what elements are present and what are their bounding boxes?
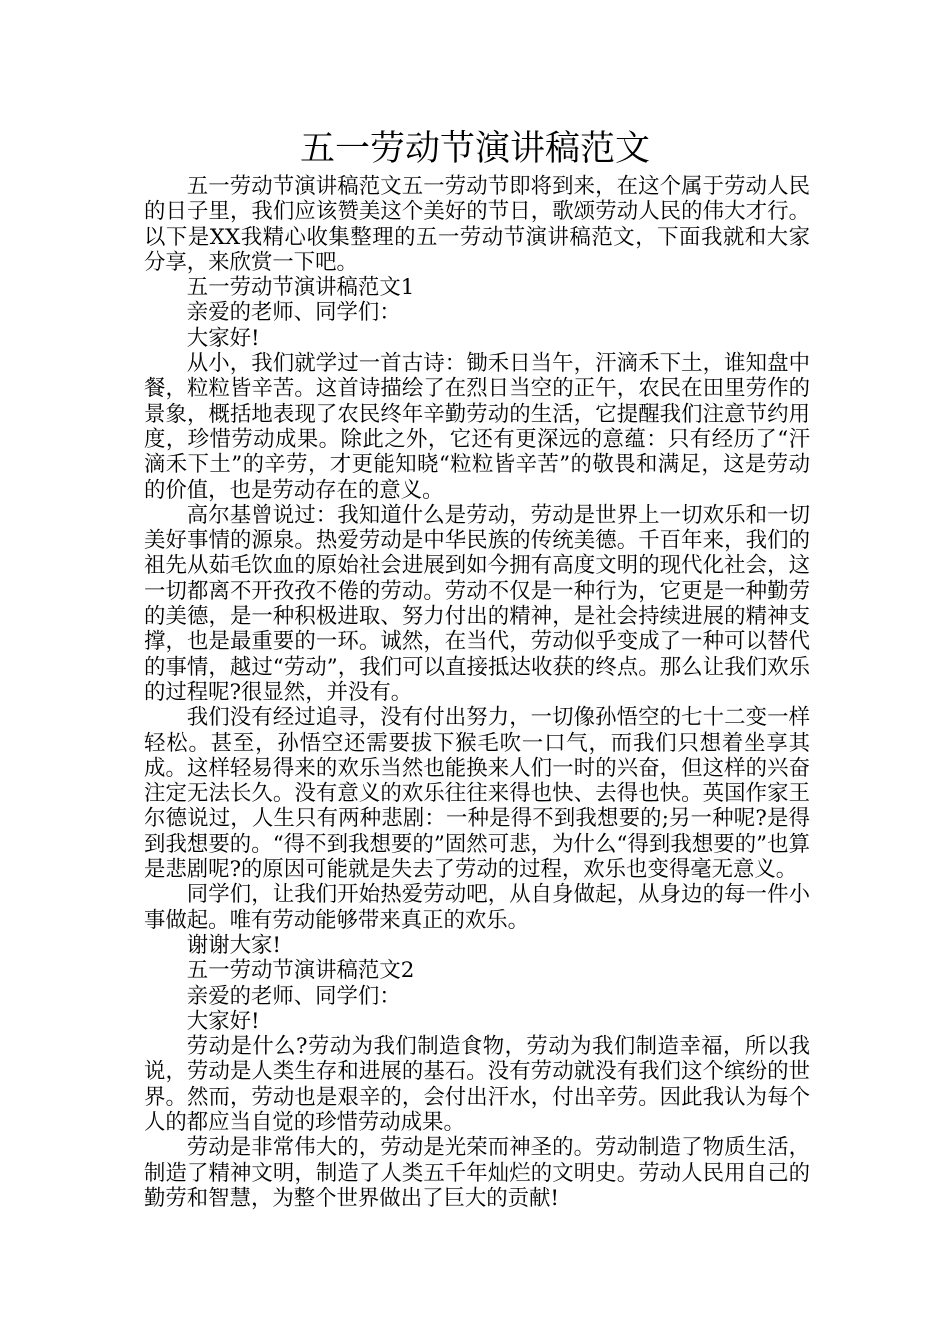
body-paragraph: 同学们，让我们开始热爱劳动吧，从自身做起，从身边的每一件小事做起。唯有劳动能够带来真正的欢乐。 <box>144 882 810 933</box>
salutation: 亲爱的老师、同学们： <box>186 983 401 1009</box>
body-paragraph: 我们没有经过追寻，没有付出努力，一切像孙悟空的七十二变一样轻松。甚至，孙悟空还需要拔下猴毛吹一口气，而我们只想着坐享其成。这样轻易得来的欢乐当然也能换来人们一时的兴奋，但这样的兴奋注定无法长久。没有意义的欢乐往往来得也快、去得也快。英国作家王尔德说过，人生只有两种悲剧：一种是得不到我想要的;另一种呢?是得到我想要的。“得不到我想要的”固然可悲，为什么“得到我想要的”也算是悲剧呢?的原因可能就是失去了劳动的过程，欢乐也变得毫无意义。 <box>144 705 810 883</box>
salutation: 亲爱的老师、同学们： <box>186 300 401 326</box>
body-paragraph: 从小，我们就学过一首古诗：锄禾日当午，汗滴禾下土，谁知盘中餐，粒粒皆辛苦。这首诗描绘了在烈日当空的正午，农民在田里劳作的景象，概括地表现了农民终年辛勤劳动的生活，它提醒我们注意节约用度，珍惜劳动成果。除此之外，它还有更深远的意蕴：只有经历了“汗滴禾下土”的辛劳，才更能知晓“粒粒皆辛苦”的敬畏和满足，这是劳动的价值，也是劳动存在的意义。 <box>144 351 810 503</box>
body-paragraph: 劳动是非常伟大的，劳动是光荣而神圣的。劳动制造了物质生活，制造了精神文明，制造了人类五千年灿烂的文明史。劳动人民用自己的勤劳和智慧，为整个世界做出了巨大的贡献! <box>144 1135 810 1211</box>
section-heading-2: 五一劳动节演讲稿范文2 <box>186 958 415 984</box>
intro-paragraph: 五一劳动节演讲稿范文五一劳动节即将到来，在这个属于劳动人民的日子里，我们应该赞美这个美好的节日，歌颂劳动人民的伟大才行。以下是XX我精心收集整理的五一劳动节演讲稿范文，下面我就和大家分享，来欣赏一下吧。 <box>144 174 810 275</box>
document-title: 五一劳动节演讲稿范文 <box>299 129 650 169</box>
body-paragraph: 高尔基曾说过：我知道什么是劳动，劳动是世界上一切欢乐和一切美好事情的源泉。热爱劳动是中华民族的传统美德。千百年来，我们的祖先从茹毛饮血的原始社会进展到如今拥有高度文明的现代化社会，这一切都离不开孜孜不倦的劳动。劳动不仅是一种行为，它更是一种勤劳的美德，是一种积极进取、努力付出的精神，是社会持续进展的精神支撑，也是最重要的一环。诚然，在当代，劳动似乎变成了一种可以替代的事情，越过“劳动”，我们可以直接抵达收获的终点。那么让我们欢乐的过程呢?很显然，并没有。 <box>144 502 810 705</box>
closing: 谢谢大家! <box>186 932 281 958</box>
section-heading-1: 五一劳动节演讲稿范文1 <box>186 275 415 301</box>
body-paragraph: 劳动是什么?劳动为我们制造食物，劳动为我们制造幸福，所以我说，劳动是人类生存和进展的基石。没有劳动就没有我们这个缤纷的世界。然而，劳动也是艰辛的，会付出汗水，付出辛劳。因此我认为每个人的都应当自觉的珍惜劳动成果。 <box>144 1034 810 1135</box>
greeting: 大家好! <box>186 1008 260 1034</box>
document-body <box>144 174 810 1211</box>
greeting: 大家好! <box>186 325 260 351</box>
